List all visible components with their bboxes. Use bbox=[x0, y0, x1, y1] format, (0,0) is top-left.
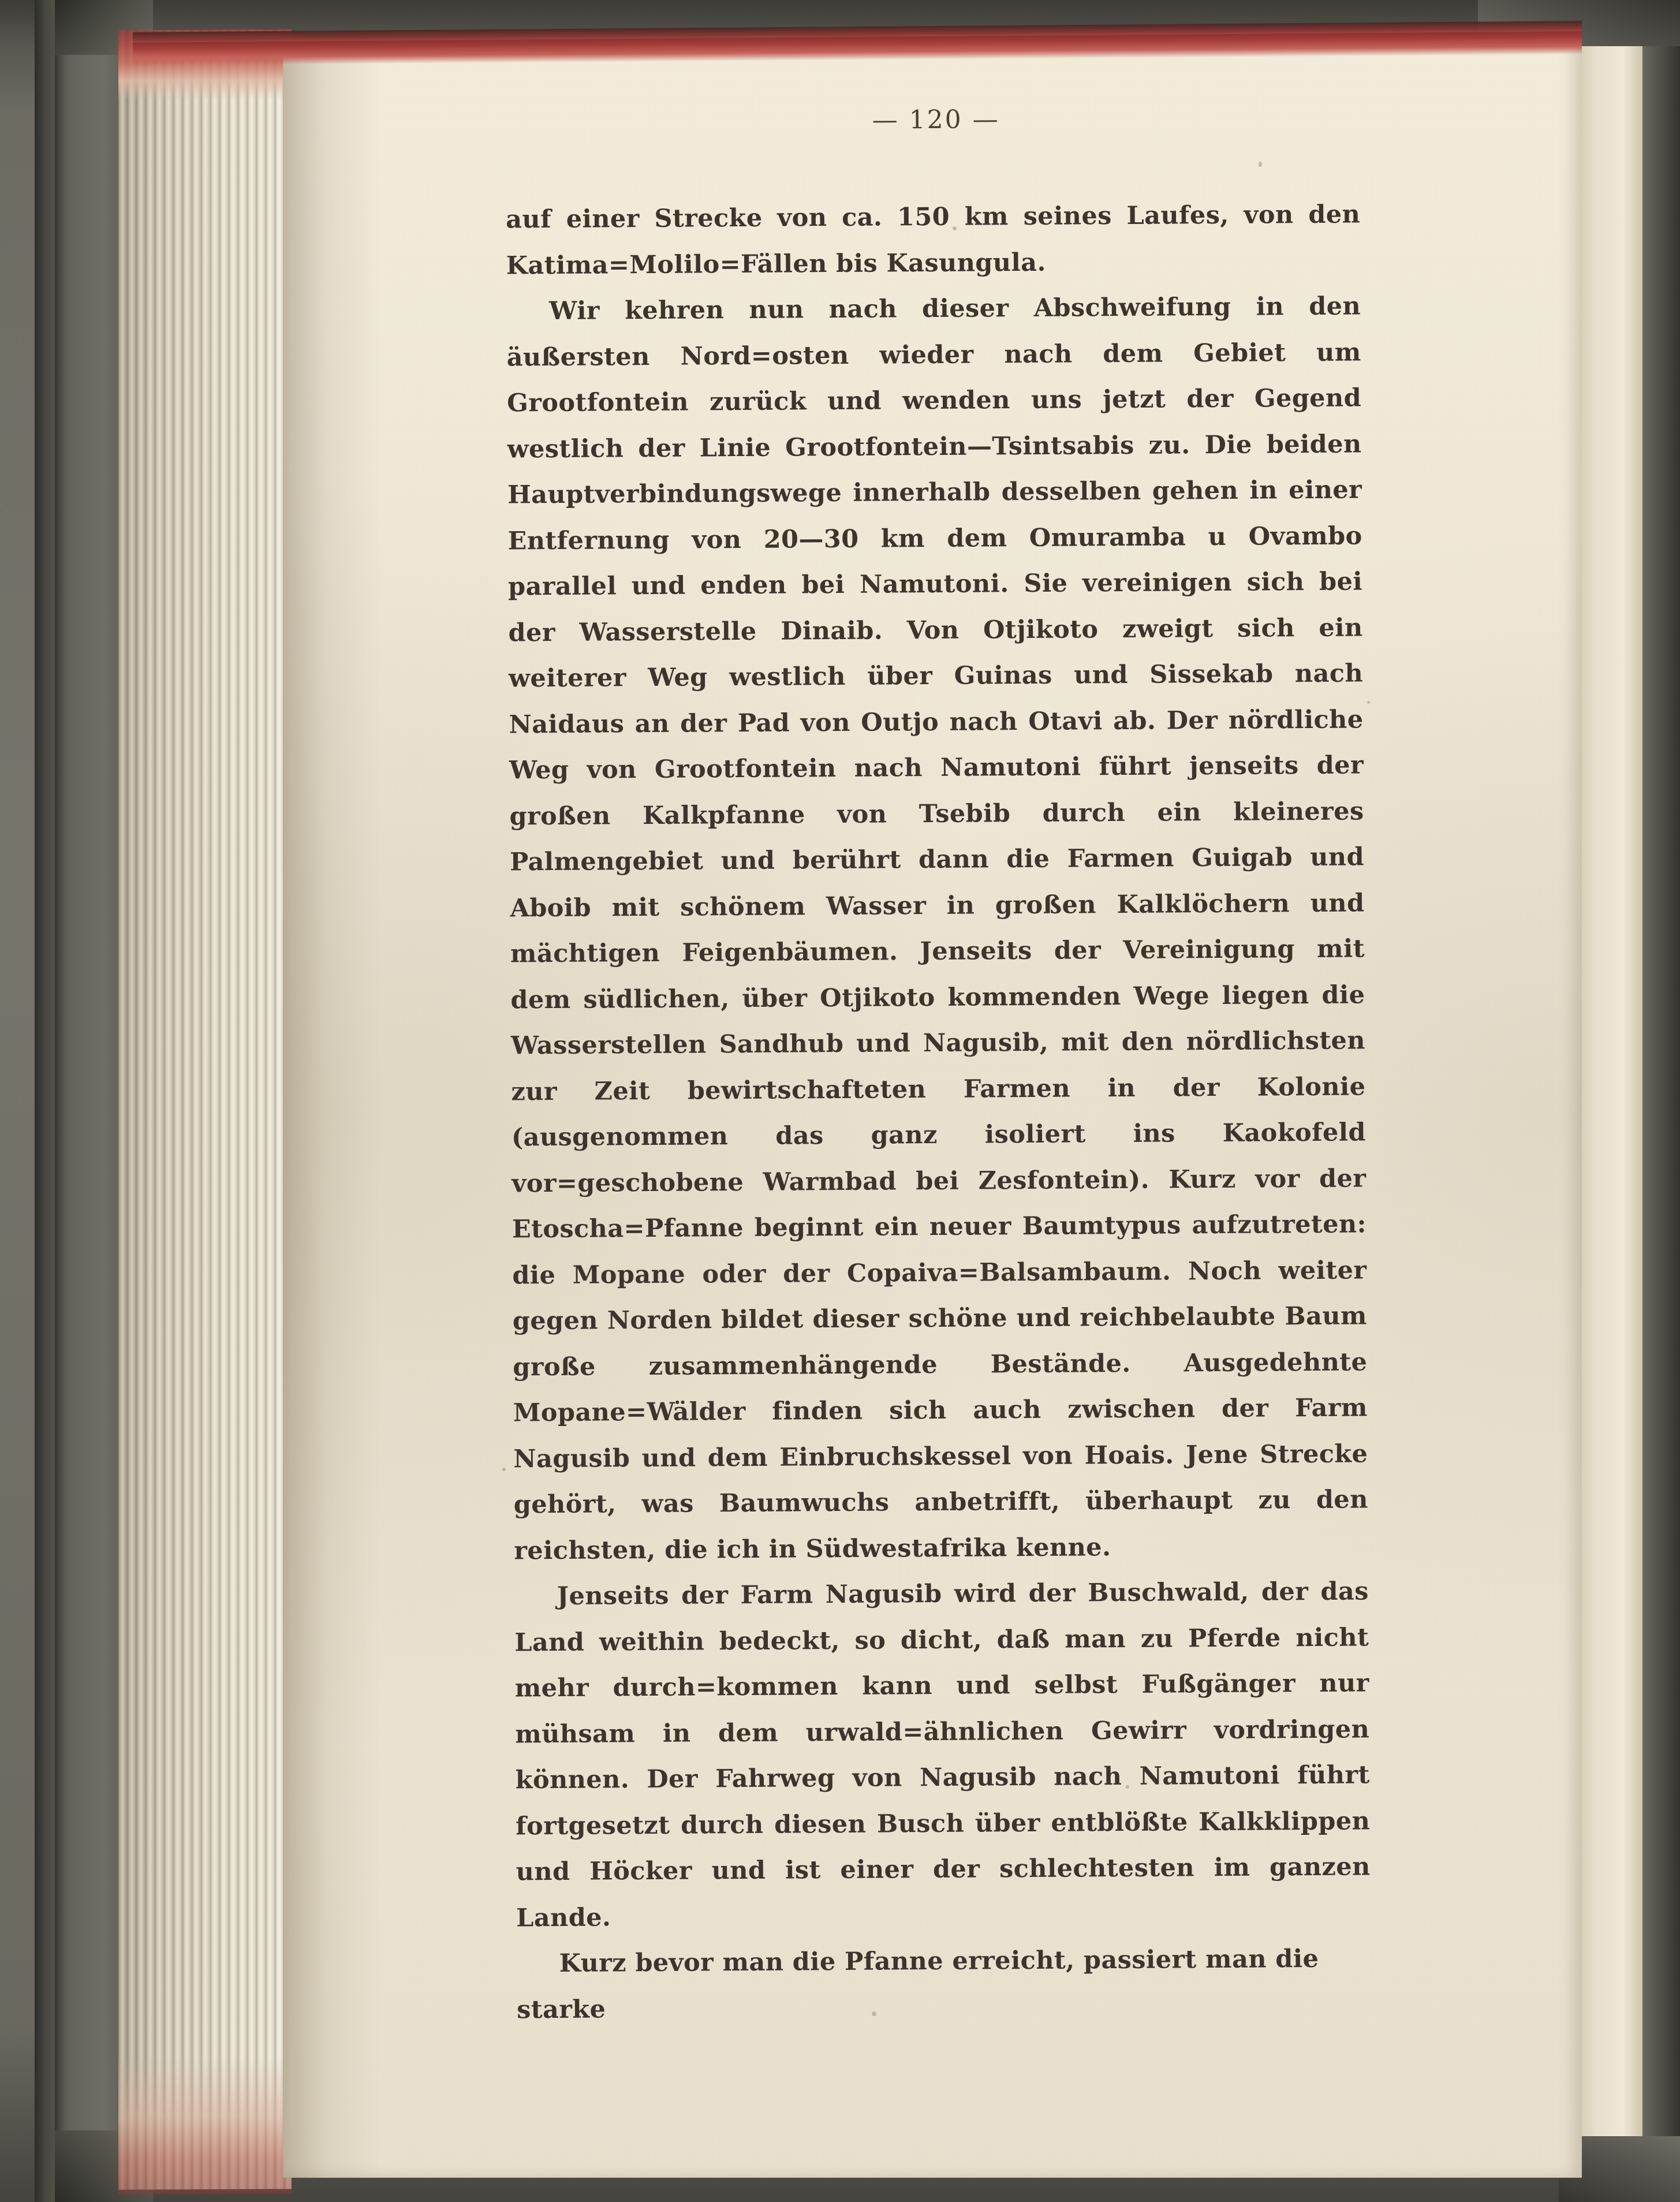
next-leaf-right bbox=[1579, 0, 1642, 2202]
photo-background-right bbox=[1642, 0, 1680, 2202]
page-text-block bbox=[505, 102, 1371, 2033]
body-paragraph-2: Wir kehren nun nach dieser Abschweifung in den äußersten Nord=osten wieder nach dem Gebiet um Grootfontein zurück und wenden uns jetzt der Gegend westlich der Linie Grootfontein—Tsintsabis zu. Die beiden Hauptverbindungswege innerhalb desselben gehen in einer Entfernung von 20—30 km dem Omuramba u Ovambo parallel und enden bei Namutoni. Sie vereinigen sich bei der Wasserstelle Dinaib. Von Otjikoto zweigt sich ein weiterer Weg westlich über Guinas und Sissekab nach Naidaus an der Pad von Outjo nach Otavi ab. Der nördliche Weg von Grootfontein nach Namutoni führt jenseits der großen Kalkpfanne von Tsebib durch ein kleineres Palmengebiet und berührt dann die Farmen Guigab und Aboib mit schönem Wasser in großen Kalklöchern und mächtigen Feigenbäumen. Jenseits der Vereinigung mit dem südlichen, über Otjikoto kommenden Wege liegen die Wasserstellen Sandhub und Nagusib, mit den nördlichsten zur Zeit bewirtschafteten Farmen in der Kolonie (ausgenommen das ganz isoliert ins Kaokofeld vor=geschobene Warmbad bei Zesfontein). Kurz vor der Etoscha=Pfanne beginnt ein neuer Baumtypus aufzutreten: die Mopane oder der Copaiva=Balsambaum. Noch weiter gegen Norden bildet dieser schöne und reichbelaubte Baum große zusammenhängende Bestände. Ausgedehnte Mopane=Wälder finden sich auch zwischen der Farm Nagusib und dem Einbruchskessel von Hoais. Jene Strecke gehört, was Baumwuchs anbetrifft, überhaupt zu den reichsten, die ich in Südwestafrika kenne. bbox=[506, 292, 1368, 1565]
fore-edge-red-stain-bottom bbox=[118, 2055, 292, 2194]
page-number-folio: — 120 — bbox=[872, 104, 1000, 135]
printed-page bbox=[283, 42, 1582, 2178]
page-fore-edge-stack bbox=[118, 29, 292, 2189]
gutter-shadow bbox=[283, 42, 381, 2178]
paper-speck bbox=[1367, 701, 1370, 704]
body-paragraph-1: auf einer Strecke von ca. 150 km seines Laufes, von den Katima=Molilo=Fällen bis Kasungula. bbox=[506, 200, 1361, 281]
body-paragraph-3: Jenseits der Farm Nagusib wird der Buschwald, der das Land weithin bedeckt, so dicht, daß man zu Pferde nicht mehr durch=kommen kann und selbst Fußgänger nur mühsam in dem urwald=ähnlichen Gewirr vordringen können. Der Fahrweg von Nagusib nach Namutoni führt fortgesetzt durch diesen Busch über entblößte Kalkklippen und Höcker und ist einer der schlechtesten im ganzen Lande. bbox=[514, 1577, 1371, 1932]
body-paragraph-4: Kurz bevor man die Pfanne erreicht, passiert man die starke bbox=[516, 1944, 1319, 2024]
paper-speck bbox=[502, 1468, 506, 1471]
